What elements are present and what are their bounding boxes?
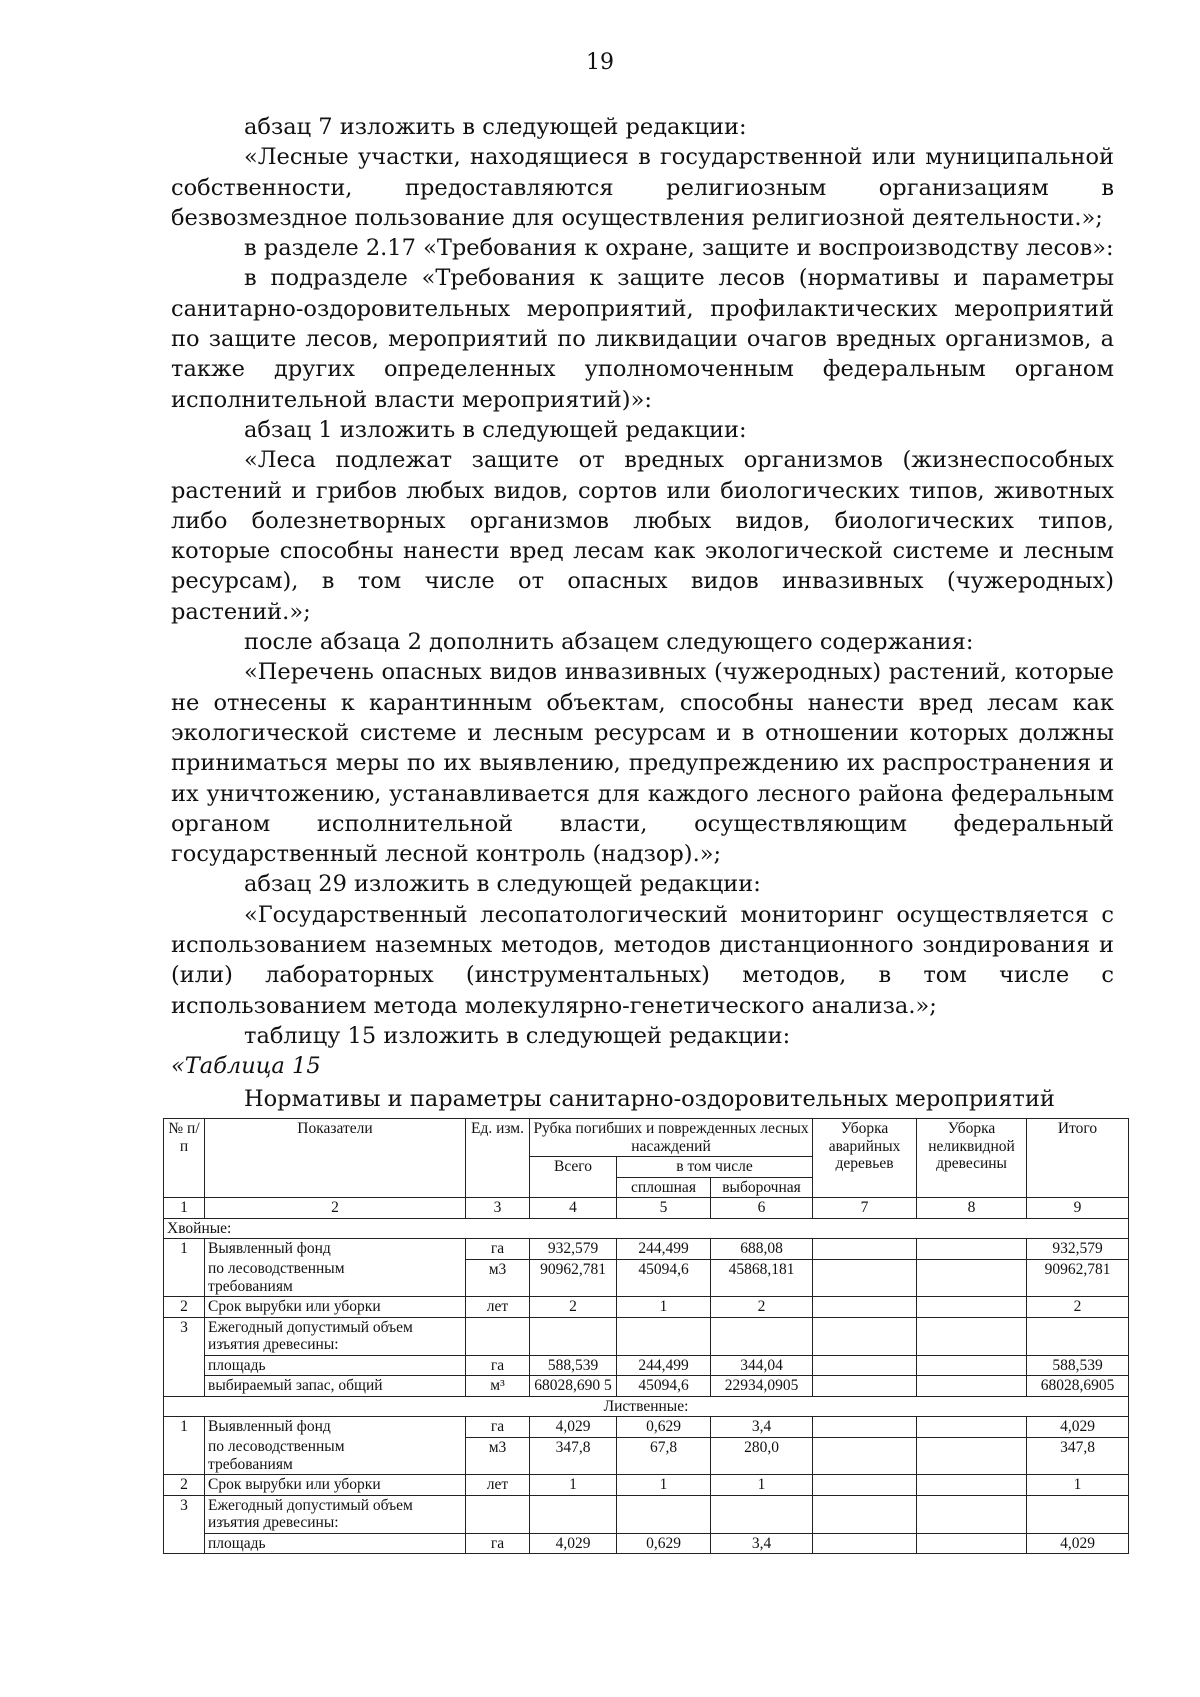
cell: 1 bbox=[1027, 1475, 1129, 1496]
row-unit: м3 bbox=[466, 1437, 530, 1475]
cell bbox=[466, 1317, 530, 1355]
row-no bbox=[164, 1533, 205, 1554]
cell bbox=[711, 1495, 813, 1533]
cell bbox=[530, 1317, 617, 1355]
row-label: выбираемый запас, общий bbox=[205, 1376, 466, 1397]
row-no bbox=[164, 1355, 205, 1376]
row-unit: га bbox=[466, 1355, 530, 1376]
cell: 45094,6 bbox=[617, 1376, 711, 1397]
row-no bbox=[164, 1376, 205, 1397]
cell: 68028,6905 bbox=[1027, 1376, 1129, 1397]
paragraph: абзац 7 изложить в следующей редакции: bbox=[244, 114, 747, 140]
label-line: требованиям bbox=[208, 1455, 293, 1473]
table-row bbox=[164, 1376, 1129, 1397]
paragraph: после абзаца 2 дополнить абзацем следующего содержания: bbox=[244, 629, 974, 656]
hdr-illiquid: Уборка неликвидной древесины bbox=[917, 1119, 1027, 1198]
cell: 3,4 bbox=[711, 1417, 813, 1438]
cell: 45868,181 bbox=[711, 1259, 813, 1297]
cell bbox=[617, 1317, 711, 1355]
paragraph: «Лесные участки, находящиеся в государственной или муниципальной собственности, предоставляются религиозным организациям в безвозмездное пользование для осуществления религиозной деятельности.»; bbox=[171, 144, 1114, 231]
hdr-selective: выборочная bbox=[711, 1177, 813, 1198]
cell: 1 bbox=[617, 1475, 711, 1496]
table-row bbox=[164, 1239, 1129, 1260]
table-title: Нормативы и параметры санитарно-оздоровительных мероприятий bbox=[244, 1085, 1055, 1112]
cell: 244,499 bbox=[617, 1355, 711, 1376]
hdr-felling: Рубка погибших и поврежденных лесных насаждений bbox=[530, 1119, 813, 1157]
col-number: 2 bbox=[205, 1198, 466, 1219]
cell bbox=[813, 1437, 917, 1475]
table-row bbox=[164, 1437, 1129, 1475]
cell: 4,029 bbox=[1027, 1533, 1129, 1554]
paragraph: абзац 29 изложить в следующей редакции: bbox=[244, 871, 761, 898]
row-unit: га bbox=[466, 1239, 530, 1260]
cell: 1 bbox=[711, 1475, 813, 1496]
cell: 3,4 bbox=[711, 1533, 813, 1554]
cell: 1 bbox=[617, 1297, 711, 1318]
cell: 588,539 bbox=[530, 1355, 617, 1376]
norms-table bbox=[163, 1118, 1129, 1554]
section-conifers: Хвойные: bbox=[164, 1218, 1129, 1239]
table-row bbox=[164, 1355, 1129, 1376]
cell: 90962,781 bbox=[530, 1259, 617, 1297]
cell: 2 bbox=[711, 1297, 813, 1318]
row-unit: га bbox=[466, 1417, 530, 1438]
paragraph: «Леса подлежат защите от вредных организмов (жизнеспособных растений и грибов любых видов, сортов или биологических типов, животных либо болезнетворных организмов любых видов, биологических типов, которые способны нанести вред лесам как экологической системе и лесным ресурсам), в том числе от опасных видов инвазивных (чужеродных) растений.»; bbox=[171, 447, 1114, 625]
cell: 244,499 bbox=[617, 1239, 711, 1260]
col-number: 7 bbox=[813, 1198, 917, 1219]
row-unit: га bbox=[466, 1533, 530, 1554]
row-no: 2 bbox=[164, 1475, 205, 1496]
cell bbox=[813, 1417, 917, 1438]
row-no: 2 bbox=[164, 1297, 205, 1318]
cell: 4,029 bbox=[530, 1417, 617, 1438]
row-unit: лет bbox=[466, 1475, 530, 1496]
cell bbox=[813, 1317, 917, 1355]
col-number: 4 bbox=[530, 1198, 617, 1219]
table-row bbox=[164, 1533, 1129, 1554]
cell bbox=[917, 1317, 1027, 1355]
paragraph: таблицу 15 изложить в следующей редакции: bbox=[244, 1022, 791, 1049]
row-no bbox=[164, 1437, 205, 1475]
cell bbox=[711, 1317, 813, 1355]
cell bbox=[813, 1355, 917, 1376]
cell: 67,8 bbox=[617, 1437, 711, 1475]
cell bbox=[917, 1355, 1027, 1376]
paragraph: абзац 1 изложить в следующей редакции: bbox=[244, 416, 747, 443]
cell: 688,08 bbox=[711, 1239, 813, 1260]
row-unit: м3 bbox=[466, 1259, 530, 1297]
cell bbox=[813, 1239, 917, 1260]
section-row bbox=[164, 1218, 1129, 1239]
cell bbox=[813, 1259, 917, 1297]
col-number: 5 bbox=[617, 1198, 711, 1219]
row-label: Ежегодный допустимый объем изъятия древесины: bbox=[205, 1495, 466, 1533]
row-unit: м³ bbox=[466, 1376, 530, 1397]
hdr-sum: Итого bbox=[1027, 1119, 1129, 1198]
cell bbox=[917, 1437, 1027, 1475]
cell: 347,8 bbox=[530, 1437, 617, 1475]
cell: 4,029 bbox=[530, 1533, 617, 1554]
label-line: требованиям bbox=[208, 1277, 293, 1295]
row-no: 1 bbox=[164, 1239, 205, 1260]
cell: 588,539 bbox=[1027, 1355, 1129, 1376]
cell bbox=[917, 1533, 1027, 1554]
cell bbox=[917, 1259, 1027, 1297]
table-row bbox=[164, 1495, 1129, 1533]
header-row bbox=[164, 1119, 1129, 1157]
cell: 2 bbox=[1027, 1297, 1129, 1318]
cell bbox=[617, 1495, 711, 1533]
cell: 0,629 bbox=[617, 1417, 711, 1438]
cell bbox=[530, 1495, 617, 1533]
cell bbox=[813, 1297, 917, 1318]
cell bbox=[917, 1239, 1027, 1260]
section-deciduous: Лиственные: bbox=[164, 1396, 1129, 1417]
row-label: площадь bbox=[205, 1533, 466, 1554]
col-number: 8 bbox=[917, 1198, 1027, 1219]
row-label: Срок вырубки или уборки bbox=[205, 1475, 466, 1496]
col-number-row bbox=[164, 1198, 1129, 1219]
row-no: 3 bbox=[164, 1317, 205, 1355]
cell bbox=[813, 1376, 917, 1397]
col-number: 3 bbox=[466, 1198, 530, 1219]
cell: 90962,781 bbox=[1027, 1259, 1129, 1297]
cell bbox=[917, 1495, 1027, 1533]
paragraph: в подразделе «Требования к защите лесов (нормативы и параметры санитарно-оздоровительных мероприятий, профилактических мероприятий по защите лесов, мероприятий по ликвидации очагов вредных организмов, а также других определенных уполномоченным федеральным органом исполнительной власти мероприятий)»: bbox=[171, 265, 1114, 413]
paragraph: «Перечень опасных видов инвазивных (чужеродных) растений, которые не отнесены к карантинным объектам, способны нанести вред лесам как экологической системе и лесным ресурсам и в отношении которых должны приниматься меры по их выявлению, предупреждению их распространения и их уничтожению, устанавливается для каждого лесного района федеральным органом исполнительной власти, осуществляющим федеральный государственный лесной контроль (надзор).»; bbox=[171, 659, 1114, 868]
paragraph: «Государственный лесопатологический мониторинг осуществляется с использованием наземных методов, методов дистанционного зондирования и (или) лабораторных (инструментальных) методов, в том числе с использованием метода молекулярно-генетического анализа.»; bbox=[171, 901, 1114, 1019]
col-number: 1 bbox=[164, 1198, 205, 1219]
table-row bbox=[164, 1317, 1129, 1355]
hdr-indicators: Показатели bbox=[205, 1119, 466, 1198]
row-label: Срок вырубки или уборки bbox=[205, 1297, 466, 1318]
cell: 4,029 bbox=[1027, 1417, 1129, 1438]
cell: 280,0 bbox=[711, 1437, 813, 1475]
label-line: по лесоводственным bbox=[208, 1260, 345, 1277]
cell bbox=[1027, 1495, 1129, 1533]
paragraph: в разделе 2.17 «Требования к охране, защите и воспроизводству лесов»: bbox=[244, 235, 1114, 262]
cell bbox=[917, 1475, 1027, 1496]
cell: 22934,0905 bbox=[711, 1376, 813, 1397]
cell bbox=[466, 1495, 530, 1533]
row-no: 3 bbox=[164, 1495, 205, 1533]
col-number: 6 bbox=[711, 1198, 813, 1219]
table-row bbox=[164, 1297, 1129, 1318]
section-row bbox=[164, 1396, 1129, 1417]
row-label: Ежегодный допустимый объем изъятия древесины: bbox=[205, 1317, 466, 1355]
hdr-total: Всего bbox=[530, 1157, 617, 1198]
page-number: 19 bbox=[586, 50, 614, 75]
cell: 0,629 bbox=[617, 1533, 711, 1554]
cell bbox=[813, 1495, 917, 1533]
cell: 932,579 bbox=[530, 1239, 617, 1260]
hdr-emergency: Уборка аварийных деревьев bbox=[813, 1119, 917, 1198]
table-row bbox=[164, 1475, 1129, 1496]
label-line: по лесоводственным bbox=[208, 1438, 345, 1455]
row-no: 1 bbox=[164, 1417, 205, 1438]
cell: 45094,6 bbox=[617, 1259, 711, 1297]
row-label bbox=[205, 1259, 466, 1297]
cell bbox=[917, 1376, 1027, 1397]
hdr-no: № п/п bbox=[164, 1119, 205, 1198]
cell: 2 bbox=[530, 1297, 617, 1318]
row-label: Выявленный фонд bbox=[205, 1239, 466, 1260]
hdr-incl: в том числе bbox=[617, 1157, 813, 1178]
row-label: Выявленный фонд bbox=[205, 1417, 466, 1438]
cell: 347,8 bbox=[1027, 1437, 1129, 1475]
hdr-clear: сплошная bbox=[617, 1177, 711, 1198]
table-row bbox=[164, 1259, 1129, 1297]
row-label: площадь bbox=[205, 1355, 466, 1376]
row-no bbox=[164, 1259, 205, 1297]
col-number: 9 bbox=[1027, 1198, 1129, 1219]
cell: 932,579 bbox=[1027, 1239, 1129, 1260]
row-unit: лет bbox=[466, 1297, 530, 1318]
cell bbox=[813, 1533, 917, 1554]
hdr-unit: Ед. изм. bbox=[466, 1119, 530, 1198]
body-text bbox=[171, 112, 1114, 1114]
cell: 68028,690 5 bbox=[530, 1376, 617, 1397]
cell: 1 bbox=[530, 1475, 617, 1496]
cell: 344,04 bbox=[711, 1355, 813, 1376]
table-row bbox=[164, 1417, 1129, 1438]
row-label bbox=[205, 1437, 466, 1475]
cell bbox=[813, 1475, 917, 1496]
cell bbox=[917, 1297, 1027, 1318]
cell bbox=[917, 1417, 1027, 1438]
cell bbox=[1027, 1317, 1129, 1355]
table-caption: «Таблица 15 bbox=[171, 1053, 321, 1080]
